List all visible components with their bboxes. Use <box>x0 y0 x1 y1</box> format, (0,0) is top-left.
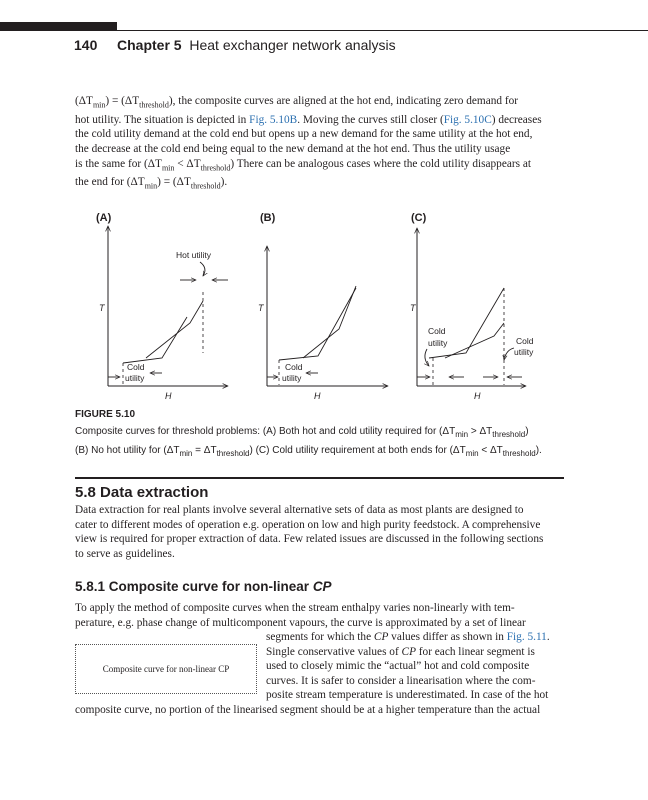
panel-b-hot-curve <box>303 286 356 358</box>
text-line <box>75 113 564 128</box>
panel-c-cold-right-line1: Cold <box>516 336 534 346</box>
panel-b-x-label: H <box>314 391 321 401</box>
panel-c-cold-left-line1: Cold <box>428 326 446 336</box>
text-run: the decrease at the cold end being equal to the new demand at the hot end. Thus the utility usage <box>75 143 511 156</box>
subscript: min <box>144 181 158 191</box>
text-run: ) (C) Cold utility requirement at both ends for (ΔT <box>249 445 466 456</box>
header-bar <box>0 22 117 31</box>
section-paragraph <box>75 503 564 561</box>
panel-a-hot-curve <box>146 301 203 358</box>
text-run: < ΔT <box>174 157 201 170</box>
text-run: Single conservative values of <box>266 645 402 658</box>
panel-c-cold-left-line2: utility <box>428 338 448 348</box>
text-line: Data extraction for real plants involve several alternative sets of data as most plants are designed to <box>75 504 524 516</box>
text-run: (ΔT <box>75 95 93 107</box>
figure-caption-line1 <box>75 424 565 443</box>
text-run: used to closely mimic the “actual” hot and cold composite <box>266 660 530 673</box>
panel-a-hot-utility-label: Hot utility <box>176 250 211 260</box>
subsection-title <box>75 579 332 594</box>
panel-c-y-label: T <box>410 303 416 313</box>
text-run: > ΔT <box>468 426 493 437</box>
figure-link[interactable]: Fig. 5.11 <box>506 631 547 643</box>
text-run: the cold utility demand at the cold end but opens up a new demand for the same utility at the hot end, <box>75 128 533 141</box>
subscript: threshold <box>492 430 526 439</box>
panel-a-y-label: T <box>99 303 105 313</box>
text-line: composite curve, no portion of the linearised segment should be at a higher temperature than the actual <box>75 704 541 716</box>
text-run: ) decreases <box>491 113 542 126</box>
text-line <box>75 94 564 113</box>
margin-note-box: Composite curve for non-linear CP <box>75 644 257 694</box>
text-run: curves. It is safer to consider a linearisation where the com- <box>266 674 536 687</box>
text-run: . <box>546 631 550 643</box>
section-rule <box>75 477 564 479</box>
panel-c-cold-left-pointer <box>425 349 429 366</box>
figure-caption <box>75 424 565 462</box>
text-line: view is required for proper extraction of data. Few related issues are discussed in the following sections <box>75 533 544 546</box>
panel-a-label: (A) <box>96 212 112 224</box>
header-rule <box>117 30 648 31</box>
text-line <box>75 175 564 194</box>
subsection-paragraph-top <box>75 601 564 630</box>
text-run: (B) No hot utility for (ΔT <box>75 445 180 456</box>
panel-b <box>258 212 388 401</box>
subscript: threshold <box>502 449 536 458</box>
text-run: hot utility. The situation is depicted in <box>75 113 250 126</box>
text-run: ) = (ΔT <box>157 176 191 189</box>
text-run: ). <box>220 176 228 189</box>
panel-c-x-label: H <box>474 391 481 401</box>
text-run: = ΔT <box>192 445 217 456</box>
figure-link[interactable]: Fig. 5.10C <box>443 113 492 126</box>
text-run: < ΔT <box>478 445 503 456</box>
panel-a-cold-utility-line1: Cold <box>127 362 145 372</box>
subscript: threshold <box>139 100 169 110</box>
panel-a <box>96 212 228 401</box>
chapter-label: Chapter 5 <box>117 37 182 53</box>
text-line <box>266 630 564 645</box>
figure-5-10 <box>86 208 534 413</box>
panel-c-label: (C) <box>411 212 427 224</box>
text-line <box>75 142 564 157</box>
figure-caption-line2 <box>75 443 565 462</box>
text-line: cater to different modes of operation e.g. operation on low and high purity feedstock. A comprehensive <box>75 518 541 531</box>
subsection-title-prefix: 5.8.1 Composite curve for non-linear <box>75 579 313 594</box>
subscript: threshold <box>200 162 231 172</box>
subscript: threshold <box>216 449 250 458</box>
subsection-paragraph-last <box>75 703 564 718</box>
panel-b-cold-utility-line1: Cold <box>285 362 303 372</box>
subscript: min <box>161 162 175 172</box>
text-run: ) There can be analogous cases where the cold utility disappears at <box>230 157 531 170</box>
text-line <box>75 157 564 176</box>
subscript: min <box>92 100 106 110</box>
subscript: threshold <box>190 181 221 191</box>
page-number: 140 <box>74 37 98 53</box>
panel-a-hot-utility-pointer <box>200 262 205 276</box>
text-run: values differ as shown in <box>388 631 507 643</box>
chapter-heading <box>117 37 396 53</box>
text-run: ) = (ΔT <box>105 95 140 107</box>
panel-b-y-label: T <box>258 303 264 313</box>
subsection-title-cp: CP <box>312 579 332 594</box>
subscript: min <box>455 430 469 439</box>
text-line: perature, e.g. phase change of multicomponent vapours, the curve is approximated by a set of linear <box>75 616 526 629</box>
text-line <box>266 659 564 674</box>
panel-b-cold-utility-line2: utility <box>282 373 302 383</box>
text-run: ), the composite curves are aligned at the hot end, indicating zero demand for <box>168 95 519 107</box>
panel-a-x-label: H <box>165 391 172 401</box>
panel-b-label: (B) <box>260 212 276 224</box>
text-run: ) <box>525 426 529 437</box>
text-run: ). <box>535 445 542 456</box>
text-run: . Moving the curves still closer ( <box>297 113 444 126</box>
panel-c-cold-right-line2: utility <box>514 347 534 357</box>
italic-text: CP <box>373 631 389 643</box>
figure-number: FIGURE 5.10 <box>75 409 136 420</box>
text-run: segments for which the <box>266 631 374 643</box>
subsection-paragraph-wrapped <box>266 630 564 703</box>
text-line: to serve as guidelines. <box>75 547 175 560</box>
panel-a-cold-utility-line2: utility <box>125 373 145 383</box>
text-run: for each linear segment is <box>415 645 535 658</box>
text-run: the end for (ΔT <box>75 176 145 189</box>
intro-paragraph <box>75 94 564 194</box>
text-run: posite stream temperature is underestimated. In case of the hot <box>266 689 549 702</box>
text-run: is the same for (ΔT <box>75 157 162 170</box>
text-line <box>266 645 564 660</box>
text-line <box>266 688 564 703</box>
text-line <box>75 127 564 142</box>
panel-b-cold-curve <box>279 288 356 360</box>
text-line <box>266 674 564 689</box>
text-run: Composite curves for threshold problems: (A) Both hot and cold utility required for (ΔT <box>75 426 456 437</box>
panel-a-cold-curve <box>123 317 187 363</box>
panel-c <box>410 212 534 401</box>
chapter-title: Heat exchanger network analysis <box>189 37 396 53</box>
panel-c-cold-right-pointer <box>504 348 514 360</box>
figure-link[interactable]: Fig. 5.10B <box>249 113 298 126</box>
text-line: To apply the method of composite curves when the stream enthalpy varies non-linearly with tem- <box>75 602 515 614</box>
subscript: min <box>465 449 479 458</box>
section-title: 5.8 Data extraction <box>75 484 209 501</box>
italic-text: CP <box>401 645 416 658</box>
subscript: min <box>179 449 193 458</box>
panel-c-hot-curve <box>445 323 504 358</box>
